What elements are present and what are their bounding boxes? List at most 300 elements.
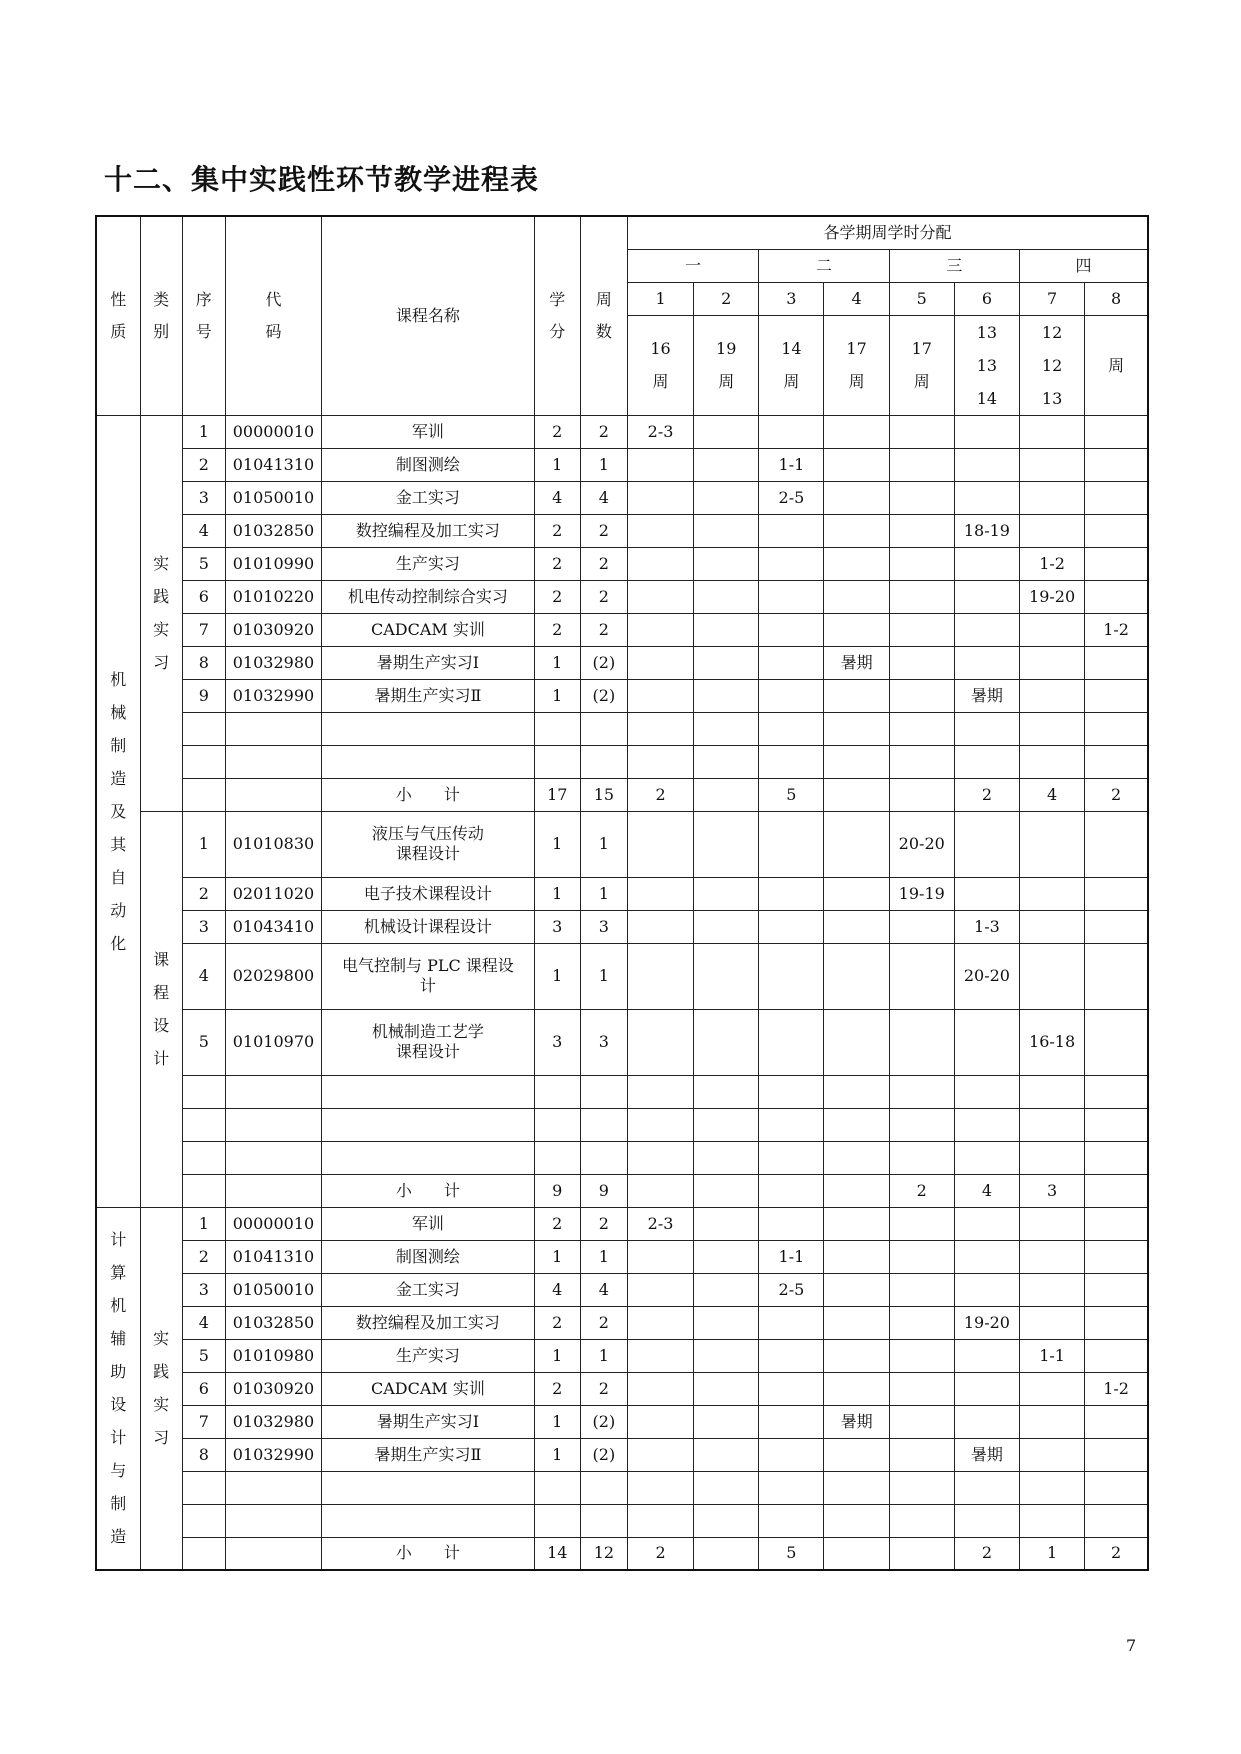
term-cell [889, 547, 954, 580]
term-cell [1020, 1240, 1085, 1273]
course-name-line: 机械设计课程设计 [363, 916, 492, 936]
weeks-cell: 2 [580, 514, 627, 547]
course-name-line: 制图测绘 [395, 454, 460, 474]
stacked-char: 数 [595, 321, 612, 341]
term-cell [889, 448, 954, 481]
seq-cell: 3 [182, 481, 225, 514]
term-cell [954, 415, 1019, 448]
term-cell [694, 613, 759, 646]
stacked-char: 践 [153, 587, 170, 606]
subtotal-term [889, 778, 954, 811]
term-cell [759, 415, 824, 448]
course-name-cell [322, 514, 535, 547]
stacked-char: 序 [195, 289, 212, 309]
term-cell [694, 1306, 759, 1339]
table-row [96, 1339, 1148, 1372]
stacked-char: 践 [153, 1362, 170, 1382]
term-cell [954, 448, 1019, 481]
stacked-char: 计 [110, 1230, 127, 1250]
course-name-line: 暑期生产实习Ⅱ [374, 1444, 482, 1464]
weeks-cell: 4 [580, 481, 627, 514]
empty-cell [954, 745, 1019, 778]
subtotal-term: 2 [627, 778, 693, 811]
course-name-line: CADCAM 实训 [370, 1378, 485, 1398]
table-row [96, 1438, 1148, 1471]
term-cell [1020, 1405, 1085, 1438]
subtotal-term: 2 [954, 778, 1019, 811]
subtotal-weeks: 15 [580, 778, 627, 811]
empty-cell [1085, 1141, 1148, 1174]
course-name-line: 军训 [411, 1213, 444, 1233]
term-cell [954, 547, 1019, 580]
seq-cell: 7 [182, 1405, 225, 1438]
course-name-cell [322, 1009, 535, 1075]
term-cell [889, 580, 954, 613]
header-nature [96, 216, 140, 415]
table-row [96, 1372, 1148, 1405]
header-term-weeks [627, 315, 693, 415]
course-name-line: 军训 [411, 421, 444, 441]
table-row [96, 514, 1148, 547]
term-cell [1085, 1405, 1148, 1438]
term-cell: 2-3 [627, 1207, 693, 1240]
term-cell [824, 1306, 889, 1339]
stacked-char: 19 [716, 339, 737, 358]
stacked-char: 机 [110, 669, 127, 689]
empty-cell [824, 712, 889, 745]
term-cell [889, 514, 954, 547]
seq-cell: 1 [182, 415, 225, 448]
term-cell: 2-5 [759, 481, 824, 514]
term-cell: 1-2 [1020, 547, 1085, 580]
seq-cell: 2 [182, 877, 225, 910]
table-row [96, 580, 1148, 613]
credit-cell: 2 [534, 1306, 580, 1339]
stacked-char: 码 [265, 321, 282, 341]
empty-cell [225, 1141, 321, 1174]
subtotal-term: 4 [1020, 778, 1085, 811]
stacked-char: 别 [153, 321, 170, 341]
term-cell [694, 1240, 759, 1273]
term-cell [627, 910, 693, 943]
empty-cell [182, 1504, 225, 1537]
credit-cell: 3 [534, 910, 580, 943]
subtotal-label: 小 计 [322, 1174, 535, 1207]
stacked-char: 14 [781, 339, 802, 358]
header-code [225, 216, 321, 415]
course-name-cell [322, 481, 535, 514]
term-cell [954, 1372, 1019, 1405]
term-cell [824, 1240, 889, 1273]
term-cell [889, 1372, 954, 1405]
weeks-cell: 1 [580, 877, 627, 910]
course-name-cell [322, 1207, 535, 1240]
code-cell: 02029800 [225, 943, 321, 1009]
empty-cell [534, 1141, 580, 1174]
empty-cell [824, 1075, 889, 1108]
term-cell [824, 1372, 889, 1405]
subtotal-term: 1 [1020, 1537, 1085, 1570]
term-cell [824, 1438, 889, 1471]
term-cell: 20-20 [889, 811, 954, 877]
empty-cell [1085, 745, 1148, 778]
course-name-line: 数控编程及加工实习 [355, 1312, 500, 1332]
table-row [96, 613, 1148, 646]
empty-cell [694, 745, 759, 778]
empty-cell [580, 1471, 627, 1504]
blank-row [96, 1504, 1148, 1537]
table-row [96, 811, 1148, 877]
empty-cell [1020, 1141, 1085, 1174]
header-term: 1 [627, 282, 693, 315]
seq-cell: 8 [182, 1438, 225, 1471]
empty-cell [580, 1075, 627, 1108]
empty-cell [627, 1141, 693, 1174]
term-cell [889, 1306, 954, 1339]
stacked-char: 类 [153, 289, 170, 309]
subtotal-credit: 14 [534, 1537, 580, 1570]
empty-cell [322, 745, 535, 778]
empty-cell [182, 1537, 225, 1570]
credit-cell: 2 [534, 514, 580, 547]
credit-cell: 1 [534, 646, 580, 679]
term-cell [1085, 646, 1148, 679]
term-cell [1085, 1438, 1148, 1471]
credit-cell: 1 [534, 877, 580, 910]
term-cell [889, 1339, 954, 1372]
seq-cell: 4 [182, 943, 225, 1009]
stacked-char: 设 [153, 1016, 170, 1035]
term-cell [889, 1438, 954, 1471]
term-cell: 暑期 [824, 646, 889, 679]
term-cell [889, 679, 954, 712]
category-cell [140, 811, 182, 1207]
weeks-cell: 1 [580, 448, 627, 481]
term-cell: 16-18 [1020, 1009, 1085, 1075]
term-cell [954, 877, 1019, 910]
term-cell: 2-3 [627, 415, 693, 448]
term-cell [694, 910, 759, 943]
empty-cell [1020, 1504, 1085, 1537]
code-cell: 01041310 [225, 448, 321, 481]
term-cell [1085, 1207, 1148, 1240]
empty-cell [889, 712, 954, 745]
term-cell [954, 481, 1019, 514]
seq-cell: 3 [182, 910, 225, 943]
nature-cell [96, 415, 140, 1207]
term-cell [1020, 1372, 1085, 1405]
empty-cell [534, 712, 580, 745]
weeks-cell: 1 [580, 1240, 627, 1273]
term-cell [627, 1009, 693, 1075]
stacked-char: 实 [153, 620, 170, 639]
term-cell [694, 1372, 759, 1405]
term-cell [1020, 1306, 1085, 1339]
stacked-char: 其 [110, 834, 127, 854]
empty-cell [694, 1075, 759, 1108]
credit-cell: 2 [534, 547, 580, 580]
blank-row [96, 1141, 1148, 1174]
term-cell [759, 679, 824, 712]
stacked-char: 周 [718, 372, 735, 391]
code-cell: 01032850 [225, 514, 321, 547]
blank-row [96, 745, 1148, 778]
empty-cell [580, 1504, 627, 1537]
empty-cell [182, 712, 225, 745]
term-cell [694, 1273, 759, 1306]
empty-cell [694, 1108, 759, 1141]
header-year: 三 [889, 249, 1019, 282]
term-cell [759, 943, 824, 1009]
empty-cell [759, 1471, 824, 1504]
stacked-char: 机 [110, 1296, 127, 1316]
term-cell [1085, 1273, 1148, 1306]
term-cell: 1-1 [1020, 1339, 1085, 1372]
stacked-char: 助 [110, 1362, 127, 1382]
stacked-char: 实 [153, 1395, 170, 1415]
empty-cell [954, 1108, 1019, 1141]
term-cell [759, 547, 824, 580]
code-cell: 01043410 [225, 910, 321, 943]
header-distribution: 各学期周学时分配 [627, 216, 1148, 249]
term-cell [694, 877, 759, 910]
course-name-line: 电子技术课程设计 [363, 883, 492, 903]
header-year: 二 [759, 249, 889, 282]
term-cell: 19-20 [1020, 580, 1085, 613]
empty-cell [694, 712, 759, 745]
term-cell [824, 943, 889, 1009]
weeks-cell: 2 [580, 613, 627, 646]
empty-cell [759, 1108, 824, 1141]
course-name-line: 数控编程及加工实习 [355, 520, 500, 540]
empty-cell [225, 1537, 321, 1570]
empty-cell [1020, 1075, 1085, 1108]
term-cell: 2-5 [759, 1273, 824, 1306]
empty-cell [322, 712, 535, 745]
empty-cell [1085, 1108, 1148, 1141]
subtotal-term [824, 1174, 889, 1207]
course-name-line: 课程设计 [395, 844, 460, 863]
term-cell: 19-20 [954, 1306, 1019, 1339]
term-cell [759, 1207, 824, 1240]
stacked-char: 分 [549, 321, 566, 341]
header-term: 8 [1085, 282, 1148, 315]
empty-cell [627, 712, 693, 745]
category-cell [140, 1207, 182, 1570]
subtotal-term [694, 1174, 759, 1207]
term-cell [694, 679, 759, 712]
empty-cell [889, 1504, 954, 1537]
term-cell [694, 547, 759, 580]
header-term-weeks [1020, 315, 1085, 415]
term-cell [824, 547, 889, 580]
subtotal-row [96, 1174, 1148, 1207]
table-row [96, 1009, 1148, 1075]
empty-cell [1020, 1471, 1085, 1504]
term-cell [1085, 811, 1148, 877]
term-cell [759, 1009, 824, 1075]
code-cell: 01010970 [225, 1009, 321, 1075]
course-name-cell [322, 943, 535, 1009]
empty-cell [225, 745, 321, 778]
term-cell [824, 481, 889, 514]
term-cell: 暑期 [954, 679, 1019, 712]
seq-cell: 5 [182, 1009, 225, 1075]
subtotal-term: 2 [1085, 1537, 1148, 1570]
term-cell [759, 646, 824, 679]
blank-row [96, 1471, 1148, 1504]
subtotal-label: 小 计 [322, 1537, 535, 1570]
empty-cell [694, 1141, 759, 1174]
term-cell [759, 1339, 824, 1372]
course-name-cell [322, 1306, 535, 1339]
header-credit [534, 216, 580, 415]
stacked-char: 17 [846, 339, 867, 358]
code-cell: 02011020 [225, 877, 321, 910]
term-cell: 20-20 [954, 943, 1019, 1009]
table-row [96, 679, 1148, 712]
credit-cell: 1 [534, 1240, 580, 1273]
stacked-char: 14 [976, 388, 998, 408]
stacked-char: 辅 [110, 1329, 127, 1349]
seq-cell: 5 [182, 547, 225, 580]
seq-cell: 4 [182, 1306, 225, 1339]
empty-cell [225, 712, 321, 745]
stacked-char: 化 [110, 933, 127, 953]
empty-cell [225, 778, 321, 811]
course-name-line: 暑期生产实习Ⅰ [376, 652, 480, 672]
stacked-char: 周 [783, 372, 800, 391]
stacked-char: 实 [153, 554, 170, 573]
stacked-char: 13 [976, 322, 998, 342]
term-cell [824, 1339, 889, 1372]
term-cell [1020, 646, 1085, 679]
header-term-weeks [824, 315, 889, 415]
term-cell [1020, 1438, 1085, 1471]
stacked-char: 17 [911, 339, 932, 358]
course-name-cell [322, 547, 535, 580]
empty-cell [1085, 712, 1148, 745]
empty-cell [225, 1504, 321, 1537]
subtotal-weeks: 9 [580, 1174, 627, 1207]
code-cell: 01032990 [225, 679, 321, 712]
seq-cell: 2 [182, 1240, 225, 1273]
empty-cell [534, 1108, 580, 1141]
stacked-char: 程 [153, 983, 170, 1002]
term-cell [694, 514, 759, 547]
table-row [96, 415, 1148, 448]
code-cell: 01010830 [225, 811, 321, 877]
stacked-char: 与 [110, 1461, 127, 1481]
seq-cell: 5 [182, 1339, 225, 1372]
credit-cell: 2 [534, 415, 580, 448]
code-cell: 01032980 [225, 1405, 321, 1438]
term-cell [954, 1405, 1019, 1438]
course-name-line: 机械制造工艺学 [371, 1022, 484, 1041]
course-name-cell [322, 1372, 535, 1405]
header-term-weeks [954, 315, 1019, 415]
term-cell: 1-1 [759, 448, 824, 481]
course-name-cell [322, 811, 535, 877]
course-name-line: CADCAM 实训 [370, 619, 485, 639]
term-cell [627, 1372, 693, 1405]
empty-cell [580, 712, 627, 745]
term-cell [759, 811, 824, 877]
subtotal-term: 2 [627, 1537, 693, 1570]
course-name-cell [322, 580, 535, 613]
empty-cell [759, 745, 824, 778]
seq-cell: 6 [182, 1372, 225, 1405]
course-name-line: 液压与气压传动 [371, 824, 484, 843]
term-cell [954, 1273, 1019, 1306]
term-cell [824, 415, 889, 448]
empty-cell [225, 1075, 321, 1108]
term-cell [1085, 1306, 1148, 1339]
credit-cell: 4 [534, 481, 580, 514]
empty-cell [580, 745, 627, 778]
course-name-line: 电气控制与 PLC 课程设 [342, 956, 514, 975]
term-cell [627, 1438, 693, 1471]
header-term-weeks [759, 315, 824, 415]
stacked-char: 周 [1108, 355, 1125, 375]
header-year: 四 [1020, 249, 1149, 282]
empty-cell [534, 1075, 580, 1108]
term-cell [627, 613, 693, 646]
course-name-cell [322, 448, 535, 481]
term-cell [824, 877, 889, 910]
code-cell: 01030920 [225, 613, 321, 646]
course-name-cell [322, 415, 535, 448]
subtotal-term: 4 [954, 1174, 1019, 1207]
course-name-cell [322, 613, 535, 646]
term-cell [627, 547, 693, 580]
course-name-cell [322, 1339, 535, 1372]
empty-cell [694, 1471, 759, 1504]
stacked-char: 造 [110, 1527, 127, 1547]
stacked-char: 制 [110, 735, 127, 755]
subtotal-term: 2 [954, 1537, 1019, 1570]
empty-cell [225, 1471, 321, 1504]
empty-cell [322, 1471, 535, 1504]
empty-cell [225, 1108, 321, 1141]
term-cell [824, 811, 889, 877]
course-name-line: 暑期生产实习Ⅱ [374, 685, 482, 705]
subtotal-term [694, 778, 759, 811]
credit-cell: 2 [534, 580, 580, 613]
blank-row [96, 1108, 1148, 1141]
term-cell [889, 1273, 954, 1306]
empty-cell [627, 1075, 693, 1108]
empty-cell [954, 1075, 1019, 1108]
term-cell [824, 514, 889, 547]
stacked-char: 12 [1041, 322, 1063, 342]
term-cell [824, 448, 889, 481]
stacked-char: 课 [153, 950, 170, 969]
code-cell: 01030920 [225, 1372, 321, 1405]
term-cell [694, 481, 759, 514]
empty-cell [824, 1504, 889, 1537]
stacked-char: 械 [110, 702, 127, 722]
stacked-char: 制 [110, 1494, 127, 1514]
weeks-cell: (2) [580, 1405, 627, 1438]
course-name-cell [322, 1438, 535, 1471]
code-cell: 01010980 [225, 1339, 321, 1372]
code-cell: 00000010 [225, 415, 321, 448]
empty-cell [322, 1141, 535, 1174]
term-cell [889, 943, 954, 1009]
table-row [96, 877, 1148, 910]
code-cell: 00000010 [225, 1207, 321, 1240]
